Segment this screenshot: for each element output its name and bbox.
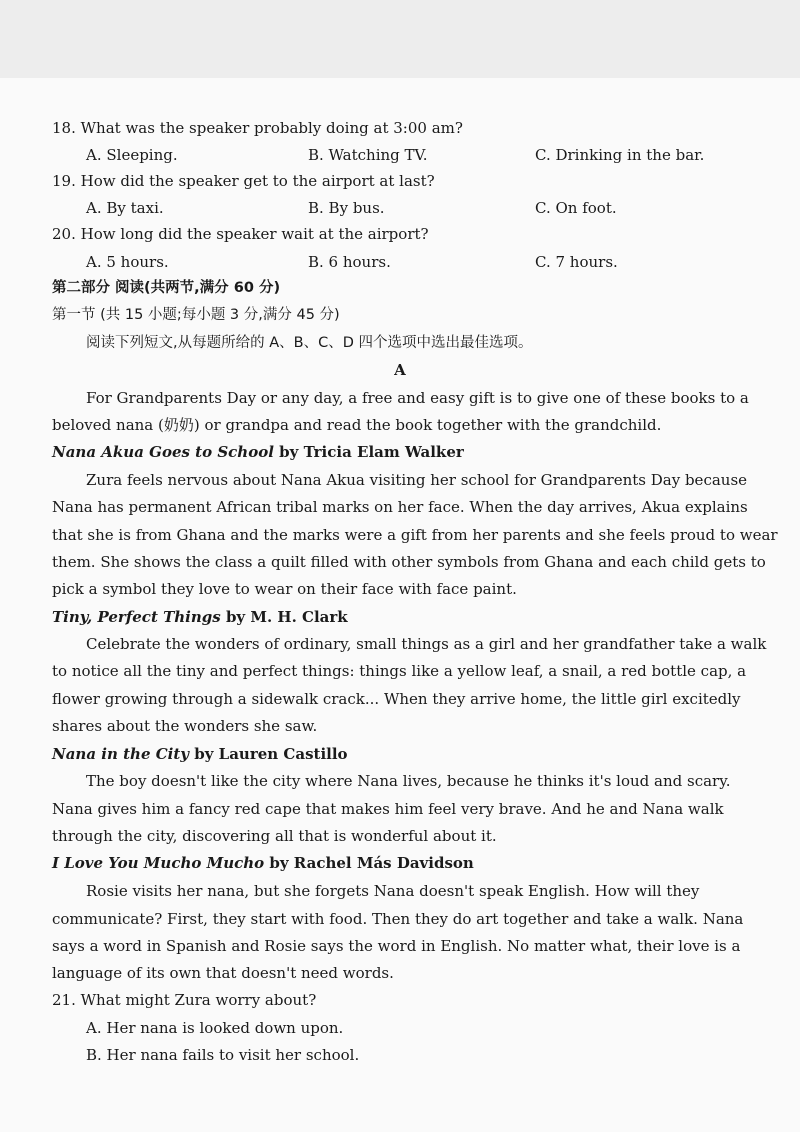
book-title: Nana Akua Goes to School: [52, 443, 274, 461]
book-text-line: Zura feels nervous about Nana Akua visiting her school for Grandparents Day because: [86, 471, 748, 489]
book-text-line: Nana gives him a fancy red cape that makes him feel very brave. And he and Nana walk: [52, 800, 724, 818]
question-21: 21. What might Zura worry about?: [52, 991, 317, 1009]
reading-instruction: 阅读下列短文,从每题所给的 A、B、C、D 四个选项中选出最佳选项。: [86, 335, 533, 351]
q19-option-c: C. On foot.: [535, 199, 617, 217]
question-19: 19. How did the speaker get to the airport at last?: [52, 172, 435, 190]
book-author: by Rachel Más Davidson: [269, 854, 474, 872]
book-title: Nana in the City: [52, 745, 189, 763]
book-author: by M. H. Clark: [225, 608, 348, 626]
q21-option-b: B. Her nana fails to visit her school.: [86, 1046, 360, 1064]
part-two-heading: 第二部分 阅读(共两节,满分 60 分): [52, 280, 281, 296]
book-title: Tiny, Perfect Things: [52, 608, 221, 626]
book-text-line: that she is from Ghana and the marks were a gift from her parents and she feels proud to wear: [52, 526, 778, 544]
intro-line: For Grandparents Day or any day, a free and easy gift is to give one of these books to a: [86, 389, 749, 407]
book-text-line: shares about the wonders she saw.: [52, 717, 318, 735]
book-text-line: says a word in Spanish and Rosie says the word in English. No matter what, their love is a: [52, 937, 741, 955]
book-title: I Love You Mucho Mucho: [52, 854, 265, 872]
question-20: 20. How long did the speaker wait at the airport?: [52, 225, 429, 243]
q18-option-b: B. Watching TV.: [308, 146, 428, 164]
book-text-line: Celebrate the wonders of ordinary, small things as a girl and her grandfather take a walk: [86, 635, 767, 653]
book-author: by Tricia Elam Walker: [279, 443, 464, 461]
q18-option-c: C. Drinking in the bar.: [535, 146, 705, 164]
q20-option-b: B. 6 hours.: [308, 253, 391, 271]
book-text-line: Nana has permanent African tribal marks on her face. When the day arrives, Akua explains: [52, 498, 748, 516]
q19-option-a: A. By taxi.: [86, 199, 164, 217]
book-text-line: The boy doesn't like the city where Nana lives, because he thinks it's loud and scary.: [86, 772, 731, 790]
exam-page: [0, 78, 800, 1132]
q20-option-a: A. 5 hours.: [86, 253, 169, 271]
q20-option-c: C. 7 hours.: [535, 253, 618, 271]
book-text-line: them. She shows the class a quilt filled with other symbols from Ghana and each child gets to: [52, 553, 766, 571]
book-text-line: flower growing through a sidewalk crack... When they arrive home, the little girl excitedly: [52, 690, 741, 708]
book-text-line: language of its own that doesn't need words.: [52, 964, 394, 982]
q18-option-a: A. Sleeping.: [86, 146, 178, 164]
book-text-line: through the city, discovering all that is wonderful about it.: [52, 827, 497, 845]
book-text-line: pick a symbol they love to wear on their face with face paint.: [52, 580, 517, 598]
book-author: by Lauren Castillo: [194, 745, 348, 763]
q19-option-b: B. By bus.: [308, 199, 385, 217]
book-heading: [52, 442, 464, 462]
intro-line: beloved nana (奶奶) or grandpa and read the book together with the grandchild.: [52, 416, 662, 434]
book-text-line: to notice all the tiny and perfect things: things like a yellow leaf, a snail, a red bottle cap, a: [52, 662, 747, 680]
book-heading: [52, 853, 474, 873]
book-heading: [52, 744, 348, 764]
book-text-line: communicate? First, they start with food. Then they do art together and take a walk. Nana: [52, 910, 744, 928]
book-text-line: Rosie visits her nana, but she forgets Nana doesn't speak English. How will they: [86, 882, 700, 900]
passage-label: A: [394, 361, 406, 379]
question-18: 18. What was the speaker probably doing at 3:00 am?: [52, 119, 463, 137]
book-heading: [52, 607, 348, 627]
top-margin: [0, 0, 800, 78]
q21-option-a: A. Her nana is looked down upon.: [86, 1019, 344, 1037]
section-one-heading: 第一节 (共 15 小题;每小题 3 分,满分 45 分): [52, 307, 340, 323]
